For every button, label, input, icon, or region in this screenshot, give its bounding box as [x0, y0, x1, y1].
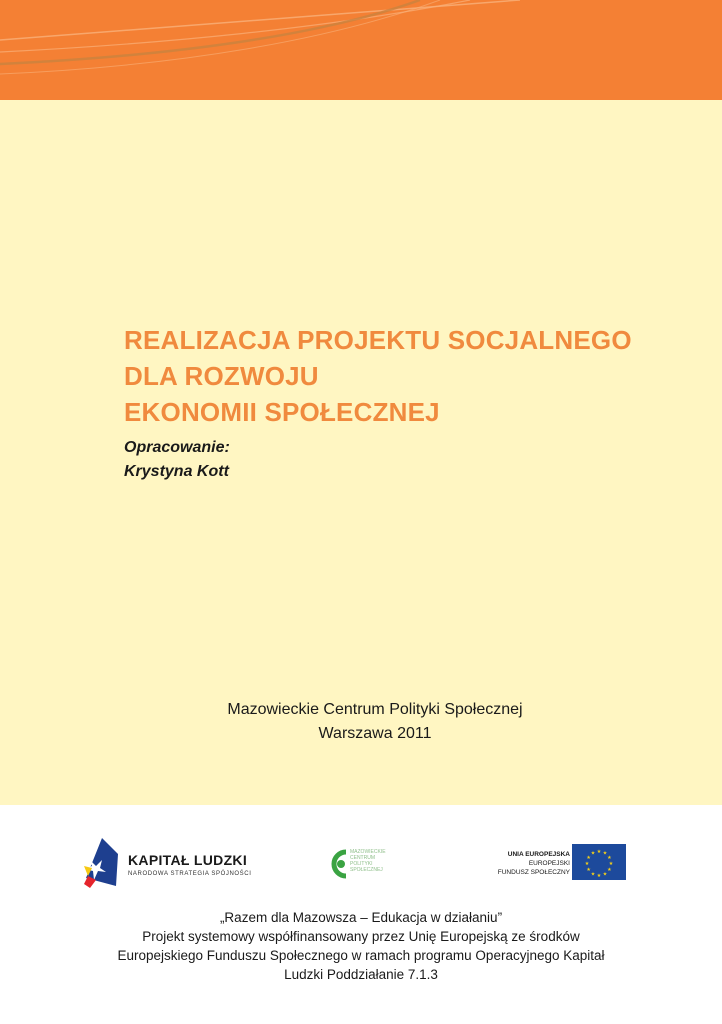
svg-text:★: ★ — [586, 867, 591, 873]
svg-text:★: ★ — [586, 855, 591, 861]
svg-text:★: ★ — [608, 861, 614, 867]
svg-text:★: ★ — [602, 871, 608, 878]
project-footer — [0, 908, 722, 984]
title-line: REALIZACJA PROJEKTU SOCJALNEGO — [124, 325, 632, 355]
svg-text:★: ★ — [584, 861, 590, 867]
eu-title: UNIA EUROPEJSKA — [507, 851, 570, 858]
eu-text — [498, 850, 570, 877]
svg-text:★: ★ — [607, 855, 612, 861]
document-title — [124, 322, 632, 430]
author-label: Opracowanie: — [124, 439, 230, 456]
eu-logo — [480, 844, 630, 884]
title-line: EKONOMII SPOŁECZNEJ — [124, 397, 440, 427]
mcps-line: CENTRUM — [350, 855, 375, 861]
eu-line: EUROPEJSKI — [528, 860, 570, 867]
footer-line: Ludzki Poddziałanie 7.1.3 — [284, 967, 438, 982]
kapital-ludzki-subtitle: NARODOWA STRATEGIA SPÓJNOŚCI — [128, 871, 252, 877]
publisher-block — [0, 698, 722, 746]
kapital-ludzki-text — [128, 852, 251, 877]
svg-text:★: ★ — [596, 849, 602, 855]
author-block — [124, 436, 230, 484]
mcps-line: POLITYKI — [350, 861, 373, 867]
svg-text:★: ★ — [607, 867, 612, 873]
author-name: Krystyna Kott — [124, 463, 229, 480]
decorative-curves — [0, 0, 722, 100]
kapital-ludzki-title: KAPITAŁ LUDZKI — [128, 852, 248, 868]
kapital-ludzki-emblem-icon — [82, 836, 122, 892]
svg-text:★: ★ — [590, 871, 596, 878]
svg-text:★: ★ — [596, 873, 602, 879]
svg-text:★: ★ — [590, 850, 596, 857]
mcps-text — [350, 849, 386, 873]
title-line: DLA ROZWOJU — [124, 361, 319, 391]
footer-line: Projekt systemowy współfinansowany przez Unię Europejską ze środków — [142, 929, 580, 944]
mcps-line: MAZOWIECKIE — [350, 849, 386, 855]
mcps-line: SPOŁECZNEJ — [350, 867, 383, 873]
svg-text:★: ★ — [602, 850, 608, 857]
kapital-ludzki-logo — [82, 836, 262, 892]
mcps-logo — [328, 846, 398, 882]
header-band — [0, 0, 722, 100]
footer-line: „Razem dla Mazowsza – Edukacja w działaniu” — [219, 910, 503, 925]
footer-line: Europejskiego Funduszu Społecznego w ramach programu Operacyjnego Kapitał — [117, 948, 605, 963]
logo-strip — [0, 830, 722, 900]
mcps-emblem-icon — [328, 846, 350, 882]
publication-place-year: Warszawa 2011 — [318, 725, 432, 742]
eu-flag-icon — [572, 844, 626, 880]
publisher-name: Mazowieckie Centrum Polityki Społecznej — [227, 701, 523, 718]
eu-line: FUNDUSZ SPOŁECZNY — [497, 869, 570, 876]
